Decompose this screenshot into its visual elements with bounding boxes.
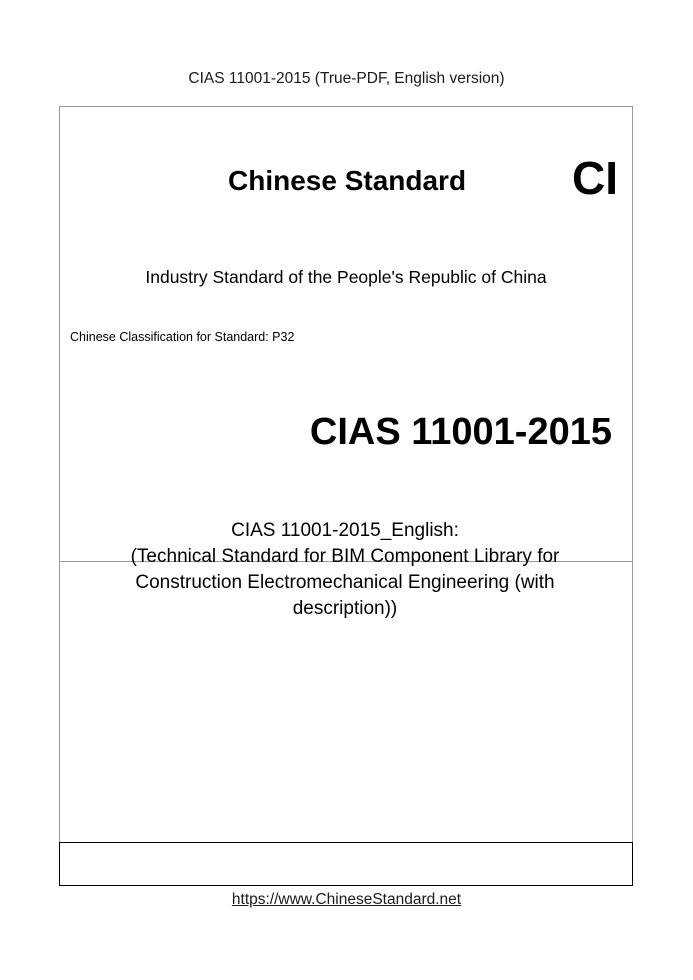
title-line: Construction Electromechanical Engineering (with <box>135 572 555 593</box>
document-title <box>69 518 621 622</box>
title-line: CIAS 11001-2015_English: <box>231 520 459 541</box>
title-line: description)) <box>292 598 398 619</box>
ci-mark: CI <box>572 152 618 204</box>
bottom-box <box>59 842 633 886</box>
cover-top-section <box>60 107 632 561</box>
page-header: CIAS 11001-2015 (True-PDF, English version) <box>188 70 505 87</box>
classification-text: Chinese Classification for Standard: P32 <box>70 330 295 344</box>
website-link[interactable]: https://www.ChineseStandard.net <box>231 891 462 908</box>
cover-heading: Chinese Standard <box>228 165 467 196</box>
standard-number: CIAS 11001-2015 <box>309 411 612 453</box>
title-line: (Technical Standard for BIM Component Library for <box>130 546 560 567</box>
cover-frame <box>59 106 633 884</box>
industry-subtitle: Industry Standard of the People's Republic of China <box>145 267 547 287</box>
